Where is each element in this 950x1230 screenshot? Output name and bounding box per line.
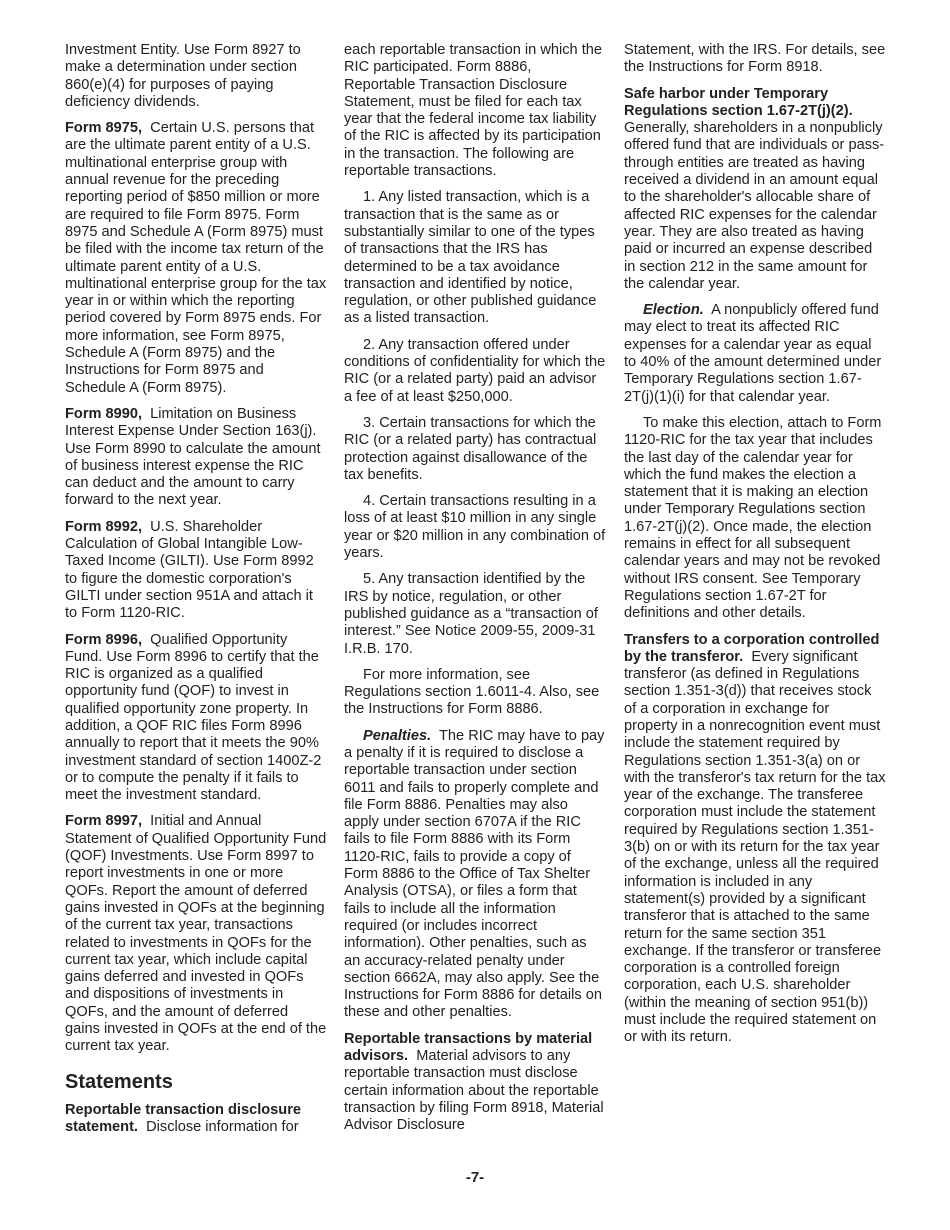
safe-harbor-lead: Safe harbor under Temporary Regulations section 1.67-2T(j)(2). [624, 85, 853, 119]
page-number: -7- [465, 1169, 485, 1186]
penalties-lead: Penalties. [363, 727, 432, 744]
election-lead: Election. [643, 302, 704, 319]
rtds-text: Disclose information for [146, 1118, 299, 1135]
form-8992-lead: Form 8992, [65, 518, 143, 535]
form-8997-text: Initial and Annual Statement of Qualified Opportunity Fund (QOF) Investments. Use Form 8997 to report investments in one or more QOFs. Report the amount of deferred gains invested in QOFs at the beginning of the current tax year, transactions related to investments in QOFs for the current tax year, which include capital gains deferred and invested in QOFs and dispositions of investments in QOFs, and the amount of deferred gains invested in QOFs at the end of the current tax year. [65, 813, 327, 1055]
paragraph-election [624, 302, 886, 406]
form-8992-text: U.S. Shareholder Calculation of Global Intangible Low-Taxed Income (GILTI). Use Form 8992 to figure the domestic corporation's GILTI under section 951A and attach it to Form 1120-RIC. [65, 518, 314, 622]
safe-harbor-text: Generally, shareholders in a nonpublicly offered fund that are individuals or pass-through entities are treated as having received a dividend in an amount equal to the shareholder's allocable share of affected RIC expenses for the calendar year. They are also treated as having paid or incurred an expense described in section 212 in the same amount for the calendar year. [624, 120, 885, 292]
paragraph-penalties [344, 728, 606, 1022]
paragraph-reportable-transaction-disclosure [65, 1102, 327, 1137]
statements-heading: Statements [65, 1070, 173, 1093]
paragraph-safe-harbor [624, 86, 886, 294]
form-8996-text: Qualified Opportunity Fund. Use Form 8996 to certify that the RIC is organized as a qualified opportunity fund (QOF) to invest in qualified opportunity zone property. In addition, a QOF RIC files Form 8996 annually to report that it meets the 90% investment standard of section 1400Z-2 or to compute the penalty if it fails to meet the investment standard. [65, 631, 322, 804]
form-8990-lead: Form 8990, [65, 405, 143, 422]
form-8975-lead: Form 8975, [65, 120, 143, 137]
column-left [65, 42, 327, 1145]
paragraph-form-8992 [65, 519, 327, 623]
list-item-loss-transaction: 4. Certain transactions resulting in a loss of at least $10 million in any single year or $20 million in any combination of years. [344, 493, 606, 562]
list-item-confidential-transaction: 2. Any transaction offered under conditions of confidentiality for which the RIC (or a related party) paid an advisor a fee of at least $250,000. [344, 336, 606, 405]
transfers-lead: Transfers to a corporation controlled by the transferor. [624, 631, 880, 665]
material-advisors-text: Material advisors to any reportable transaction must disclose certain information about the reportable transaction by filing Form 8918, Material Advisor Disclosure [344, 1048, 604, 1134]
form-8997-lead: Form 8997, [65, 813, 143, 830]
paragraph-material-advisors [344, 1031, 606, 1135]
transfers-text: Every significant transferor (as defined in Regulations section 1.351-3(d)) that receives stock of a corporation in exchange for property in a nonrecognition event must include the statement required by Regulations section 1.351-3(a) on or with the transferor's tax return for the tax year of the exchange. The transferee corporation must include the statement required by Regulations section 1.351-3(b) on or with its return for the tax year of the exchange, unless all the required information is included in any statement(s) provided by a significant transferor that is attached to the same return for the same section 351 exchange. If the transferor or transferee corporation is a controlled foreign corporation, each U.S. shareholder (within the meaning of section 951(b)) must include the required statement on or with its return. [624, 648, 886, 1046]
penalties-text: The RIC may have to pay a penalty if it is required to disclose a reportable transaction under section 6011 and fails to properly complete and file Form 8886. Penalties may also apply under section 6707A if the RIC fails to file Form 8886 with its Form 1120-RIC, fails to provide a copy of Form 8886 to the Office of Tax Shelter Analysis (OTSA), or files a form that fails to include all the information required (or includes incorrect information). Other penalties, such as an accuracy-related penalty under section 6662A, may also apply. See the Instructions for Form 8886 for details on these and other penalties. [344, 727, 605, 1021]
paragraph-transfers-controlled-corporation [624, 632, 886, 1047]
form-8990-text: Limitation on Business Interest Expense Under Section 163(j). Use Form 8990 to calculate the amount of business interest expense the RIC can deduct and the amount to carry forward to the next year. [65, 405, 321, 509]
paragraph-form-8918-details: Statement, with the IRS. For details, see the Instructions for Form 8918. [624, 42, 886, 76]
list-item-listed-transaction: 1. Any listed transaction, which is a transaction that is the same as or substantially similar to one of the types of transactions that the IRS has determined to be a tax avoidance transaction and identified by notice, regulation, or other published guidance as a listed transaction. [344, 189, 597, 327]
paragraph-form-8990 [65, 406, 327, 510]
list-item-transaction-of-interest: 5. Any transaction identified by the IRS by notice, regulation, or other published guidance as a “transaction of interest.” See Notice 2009-55, 2009-31 I.R.B. 170. [344, 571, 598, 657]
paragraph-form-8975 [65, 120, 327, 397]
paragraph-investment-entity: Investment Entity. Use Form 8927 to make a determination under section 860(e)(4) for purposes of paying deficiency dividends. [65, 42, 301, 110]
column-middle [344, 42, 606, 1144]
paragraph-form-8997 [65, 813, 327, 1055]
form-8996-lead: Form 8996, [65, 631, 143, 648]
material-advisors-lead: Reportable transactions by material advisors. [344, 1030, 593, 1065]
paragraph-reportable-transactions-intro: each reportable transaction in which the RIC participated. Form 8886, Reportable Transaction Disclosure Statement, must be filed for each tax year that the federal income tax liability of the RIC is affected by its participation in the transaction. The following are reportable transactions. [344, 42, 602, 180]
paragraph-more-information: For more information, see Regulations section 1.6011-4. Also, see the Instructions for Form 8886. [344, 666, 600, 718]
list-item-contractual-protection: 3. Certain transactions for which the RIC (or a related party) has contractual protection against disallowance of the tax benefits. [344, 414, 597, 483]
paragraph-make-election: To make this election, attach to Form 1120-RIC for the tax year that includes the last day of the calendar year for which the fund makes the election a statement that it is making an election under Temporary Regulations section 1.67-2T(j)(2). Once made, the election remains in effect for all subsequent calendar years and may not be revoked without IRS consent. See Temporary Regulations section 1.67-2T for definitions and other details. [624, 414, 882, 622]
paragraph-form-8996 [65, 632, 327, 805]
column-right [624, 42, 886, 1056]
election-text: A nonpublicly offered fund may elect to treat its affected RIC expenses for a calendar year as equal to 40% of the amount determined under Temporary Regulations section 1.67-2T(j)(1)(i) for that calendar year. [624, 302, 882, 405]
form-8975-text: Certain U.S. persons that are the ultimate parent entity of a U.S. multinational enterprise group with annual revenue for the preceding reporting period of $850 million or more are required to file Form 8975. Form 8975 and Schedule A (Form 8975) must be filed with the income tax return of the ultimate parent entity of a U.S. multinational enterprise group for the tax year in or within which the reporting period covered by Form 8975 ends. For more information, see Form 8975, Schedule A (Form 8975) and the Instructions for Form 8975 and Schedule A (Form 8975). [65, 120, 327, 396]
rtds-lead: Reportable transaction disclosure statement. [65, 1101, 301, 1135]
